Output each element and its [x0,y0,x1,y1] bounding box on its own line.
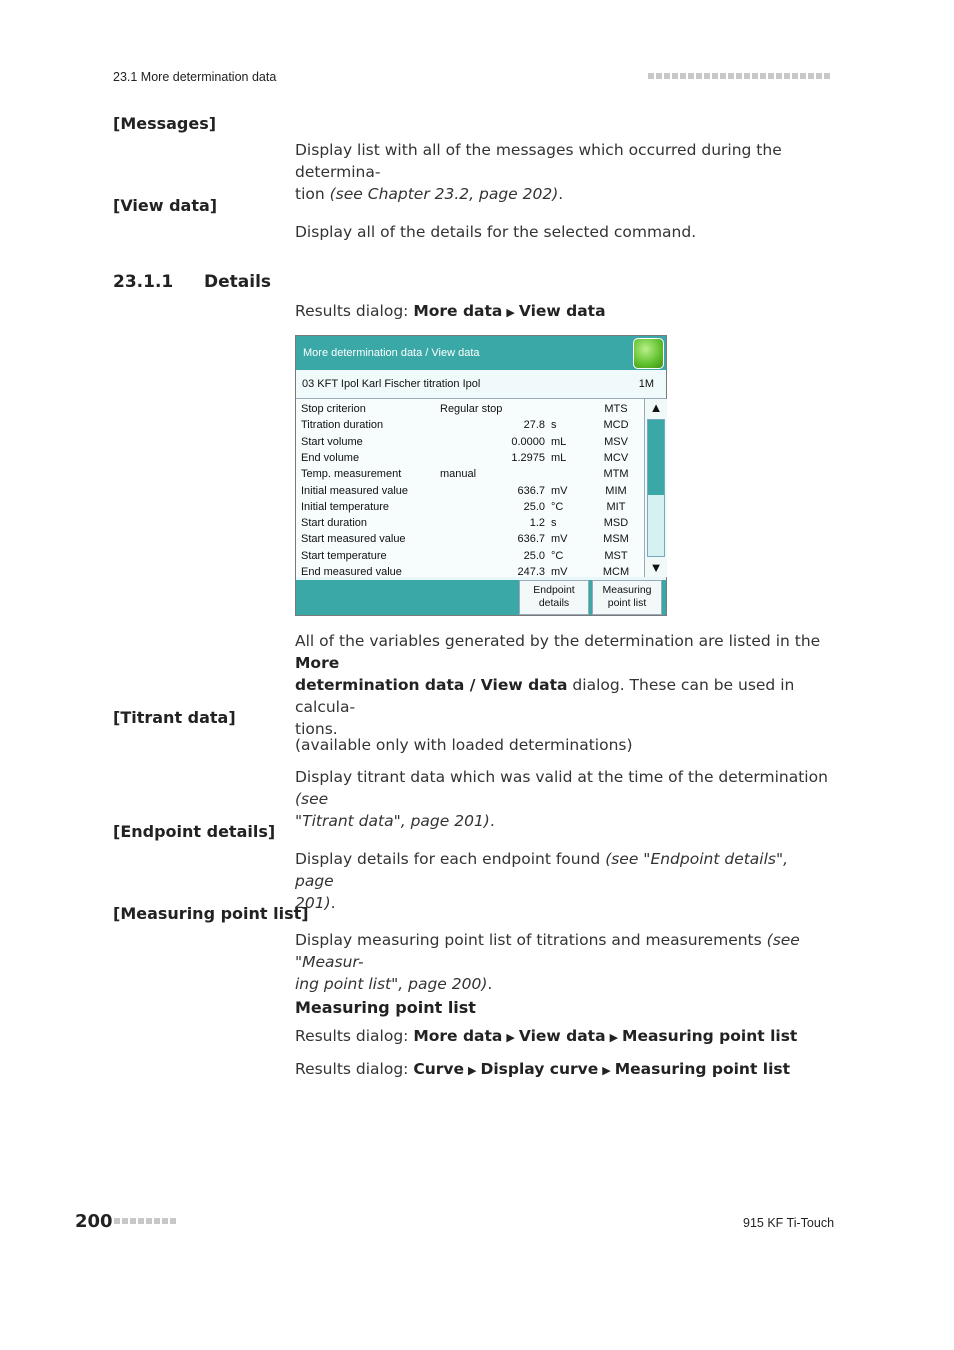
screen-title: More determination data / View data [303,347,480,359]
list-name: Initial temperature [301,500,390,513]
list-unit: mL [551,435,567,448]
list-name: Initial measured value [301,484,409,497]
list-unit: mV [551,566,568,577]
list-value: 636.7 [517,533,545,546]
list-name: Start volume [301,435,363,448]
list-code: MIM [605,484,627,497]
list-code: MCD [603,419,629,432]
term-endpoint-details: [Endpoint details] [113,822,276,841]
page-number: 200 [75,1211,113,1232]
data-list[interactable] [296,399,644,577]
method-info: 03 KFT Ipol Karl Fischer titration Ipol [302,378,481,390]
screen-footer [296,580,666,615]
section-heading: 23.1.1 Details [113,272,272,292]
list-code: MTM [603,468,629,481]
list-unit: °C [551,500,564,513]
list-value: 25.0 [523,549,545,562]
subheading-measuring-point-list: Measuring point list [295,998,476,1017]
list-unit: mV [551,533,568,546]
list-item[interactable] [296,501,644,517]
list-item[interactable] [296,419,644,435]
term-messages: [Messages] [113,114,217,133]
list-text: manual [440,468,477,481]
method-id: 1M [638,378,654,390]
list-unit: mL [551,451,567,464]
list-item[interactable] [296,436,644,452]
para-measuring: Display measuring point list of titrations and measurements (see "Measur- ing point list", page 200). [295,931,800,993]
scroll-up-icon[interactable]: ▲ [649,400,663,415]
header-dots [648,73,830,79]
list-code: MSD [603,517,629,530]
list-value: 1.2 [529,517,545,530]
list-text: Regular stop [440,403,503,415]
para-intro: All of the variables generated by the determination are listed in the More determination data / View data dialog. These can be used in calcula- tions. [295,632,821,738]
list-name: Titration duration [301,419,384,432]
para-titrant: Display titrant data which was valid at the time of the determination (see "Titrant data", page 201). [295,768,828,830]
list-item[interactable] [296,468,644,484]
list-unit: s [551,419,557,432]
footer-dots [114,1218,176,1224]
list-name: End volume [301,451,360,464]
list-item[interactable] [296,550,644,566]
list-name: Start temperature [301,549,387,562]
list-value: 0.0000 [511,435,545,448]
list-unit: s [551,517,557,530]
list-code: MTS [604,403,628,415]
list-unit: °C [551,549,564,562]
device-screenshot [295,335,667,616]
para-titrant-note: (available only with loaded determinations) [295,736,633,754]
list-code: MSM [603,533,629,546]
path-view-data: Results dialog: More data ▶ View data [295,302,606,320]
list-item[interactable] [296,485,644,501]
list-item[interactable] [296,452,644,468]
list-name: End measured value [301,566,402,577]
list-name: Stop criterion [301,403,366,415]
running-header: 23.1 More determination data [113,70,277,84]
list-value: 27.8 [523,419,545,432]
screen-infobar [296,370,666,399]
status-led-icon[interactable] [633,338,664,369]
list-item[interactable] [296,517,644,533]
list-item[interactable] [296,403,644,419]
list-unit: mV [551,484,568,497]
list-code: MSV [604,435,628,448]
term-titrant-data: [Titrant data] [113,708,236,727]
list-value: 247.3 [517,566,545,577]
term-view-data: [View data] [113,196,218,215]
endpoint-details-button[interactable]: Endpoint details [519,580,589,615]
path-measuring-1: Results dialog: More data ▶ View data ▶ Measuring point list [295,1027,798,1045]
list-item[interactable] [296,566,644,577]
list-code: MST [604,549,628,562]
list-value: 1.2975 [511,451,545,464]
measuring-point-list-button[interactable]: Measuring point list [592,580,662,615]
list-code: MIT [606,500,626,513]
para-view-data: Display all of the details for the selected command. [295,223,697,241]
list-value: 25.0 [523,500,545,513]
scrollbar[interactable] [644,399,667,577]
scroll-down-icon[interactable]: ▼ [649,560,663,575]
list-name: Start duration [301,517,368,530]
para-endpoint: Display details for each endpoint found (see "Endpoint details", page 201). [295,850,789,912]
product-name: 915 KF Ti-Touch [743,1216,835,1230]
list-name: Temp. measurement [301,468,402,481]
screen-titlebar [296,336,666,370]
list-code: MCV [603,451,629,464]
term-measuring-point-list: [Measuring point list] [113,904,309,923]
list-name: Start measured value [301,533,406,546]
list-code: MCM [602,566,630,577]
path-measuring-2: Results dialog: Curve ▶ Display curve ▶ Measuring point list [295,1060,791,1078]
list-value: 636.7 [517,484,545,497]
scroll-track[interactable] [647,419,665,557]
scroll-thumb[interactable] [648,420,664,495]
list-item[interactable] [296,533,644,549]
para-messages: Display list with all of the messages which occurred during the determina- tion (see Chapter 23.2, page 202). [295,141,782,203]
